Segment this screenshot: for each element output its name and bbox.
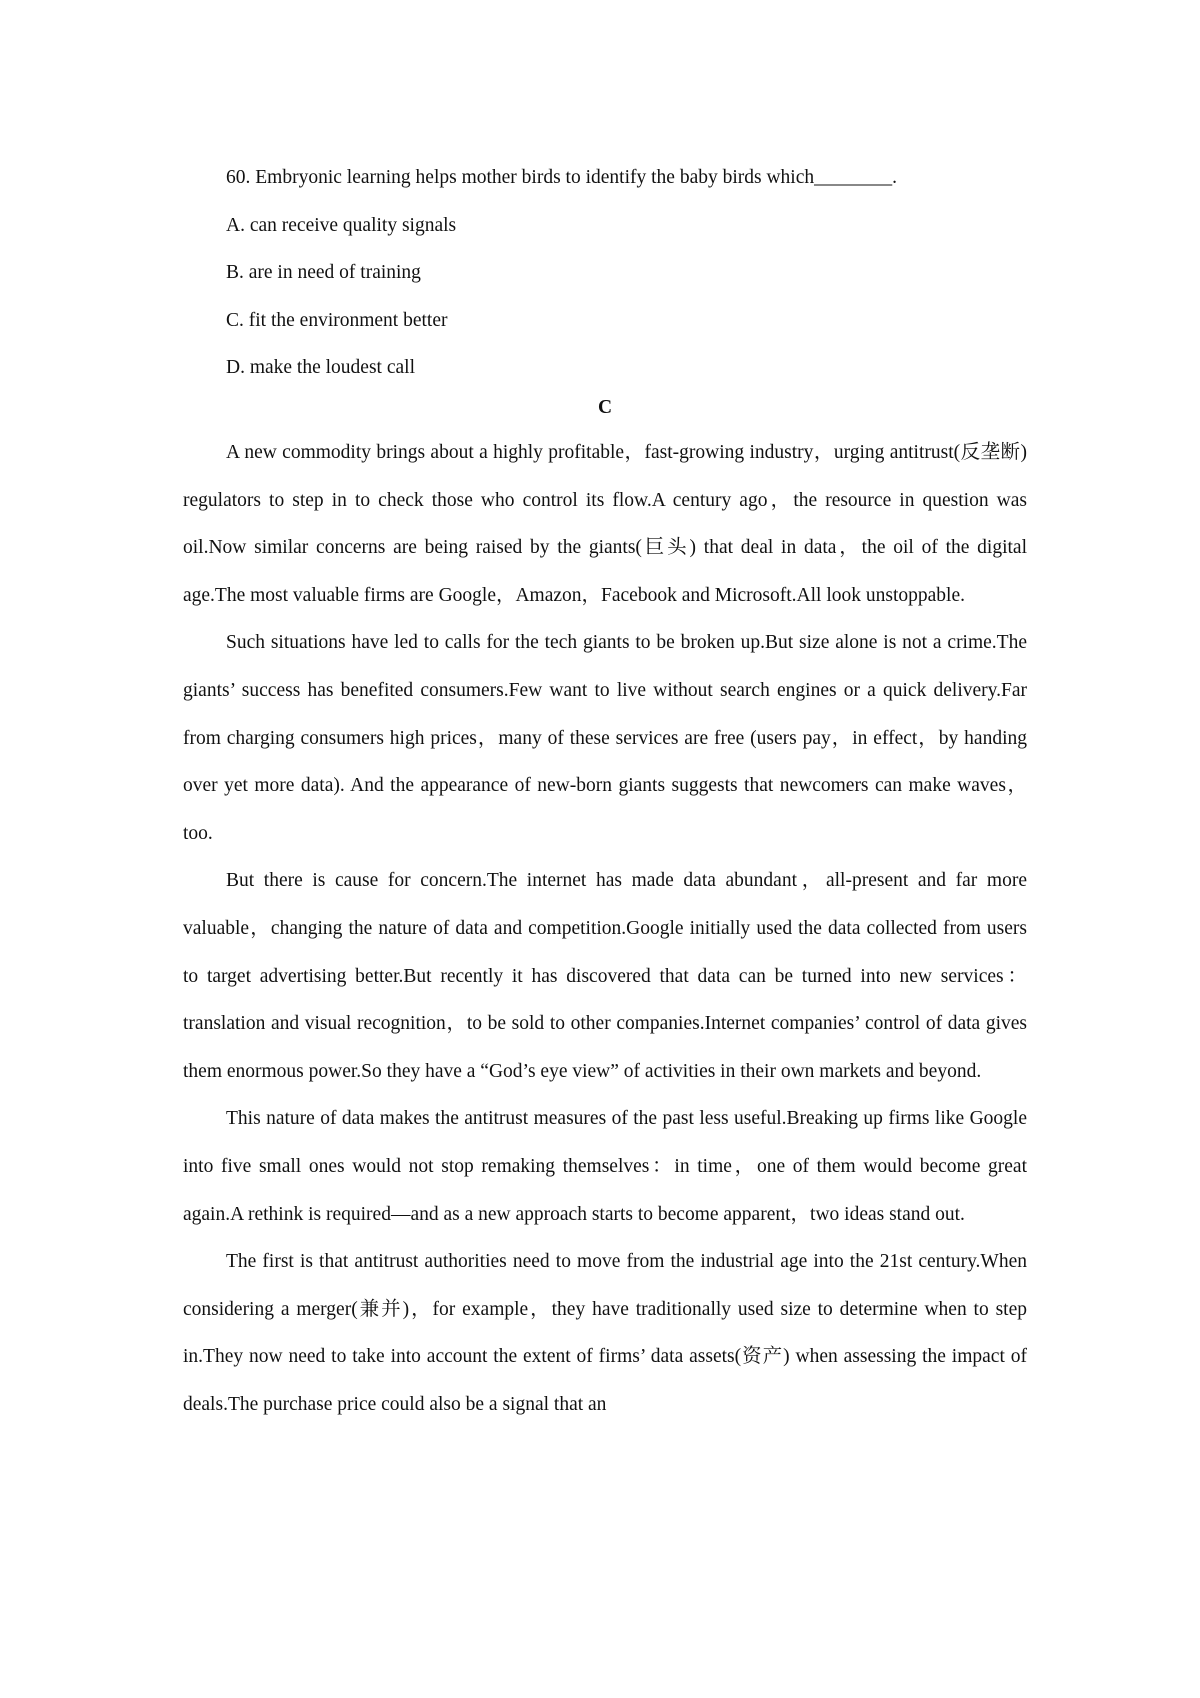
- paragraph: But there is cause for concern.The internet has made data abundant，all-present and far more valuable，changing the nature of data and competition.Google initially used the data collected from users to target advertising better.But recently it has discovered that data can be turned into new services：translation and visual recognition，to be sold to other companies.Internet companies’ control of data gives them enormous power.So they have a “God’s eye view” of activities in their own markets and beyond.: [183, 870, 1028, 1082]
- paragraph: A new commodity brings about a highly profitable，fast-growing industry，urging antitrust(反垄断) regulators to step in to check those who control its flow.A century ago，the resource in question was oil.Now similar concerns are being raised by the giants(巨头) that deal in data，the oil of the digital age.The most valuable firms are Google，Amazon，Facebook and Microsoft.All look unstoppable.: [183, 442, 1027, 606]
- paragraph: The first is that antitrust authorities need to move from the industrial age into the 21st century.When considering a merger(兼并)，for example，they have traditionally used size to determine when to step in.They now need to take into account the extent of firms’ data assets(资产) when assessing the impact of deals.The purchase price could also be a signal that an: [183, 1251, 1027, 1415]
- paragraph: This nature of data makes the antitrust measures of the past less useful.Breaking up firms like Google into five small ones would not stop remaking themselves：in time，one of them would become great again.A rethink is required—and as a new approach starts to become apparent，two ideas stand out.: [183, 1108, 1027, 1225]
- question-stem: 60. Embryonic learning helps mother birds to identify the baby birds which________.: [226, 167, 898, 188]
- paragraph: Such situations have led to calls for the tech giants to be broken up.But size alone is not a crime.The giants’ success has benefited consumers.Few want to live without search engines or a quick delivery.Far from charging consumers high prices，many of these services are free (users pay，in effect，by handing over yet more data). And the appearance of new-born giants suggests that newcomers can make waves，too.: [183, 632, 1027, 844]
- option-b: B. are in need of training: [226, 262, 421, 284]
- question-60: [183, 154, 1027, 392]
- option-a: A. can receive quality signals: [226, 214, 457, 236]
- option-d: D. make the loudest call: [226, 357, 415, 379]
- option-c: C. fit the environment better: [226, 309, 448, 331]
- section-heading: C: [597, 397, 613, 418]
- passage-c: [183, 429, 1027, 1428]
